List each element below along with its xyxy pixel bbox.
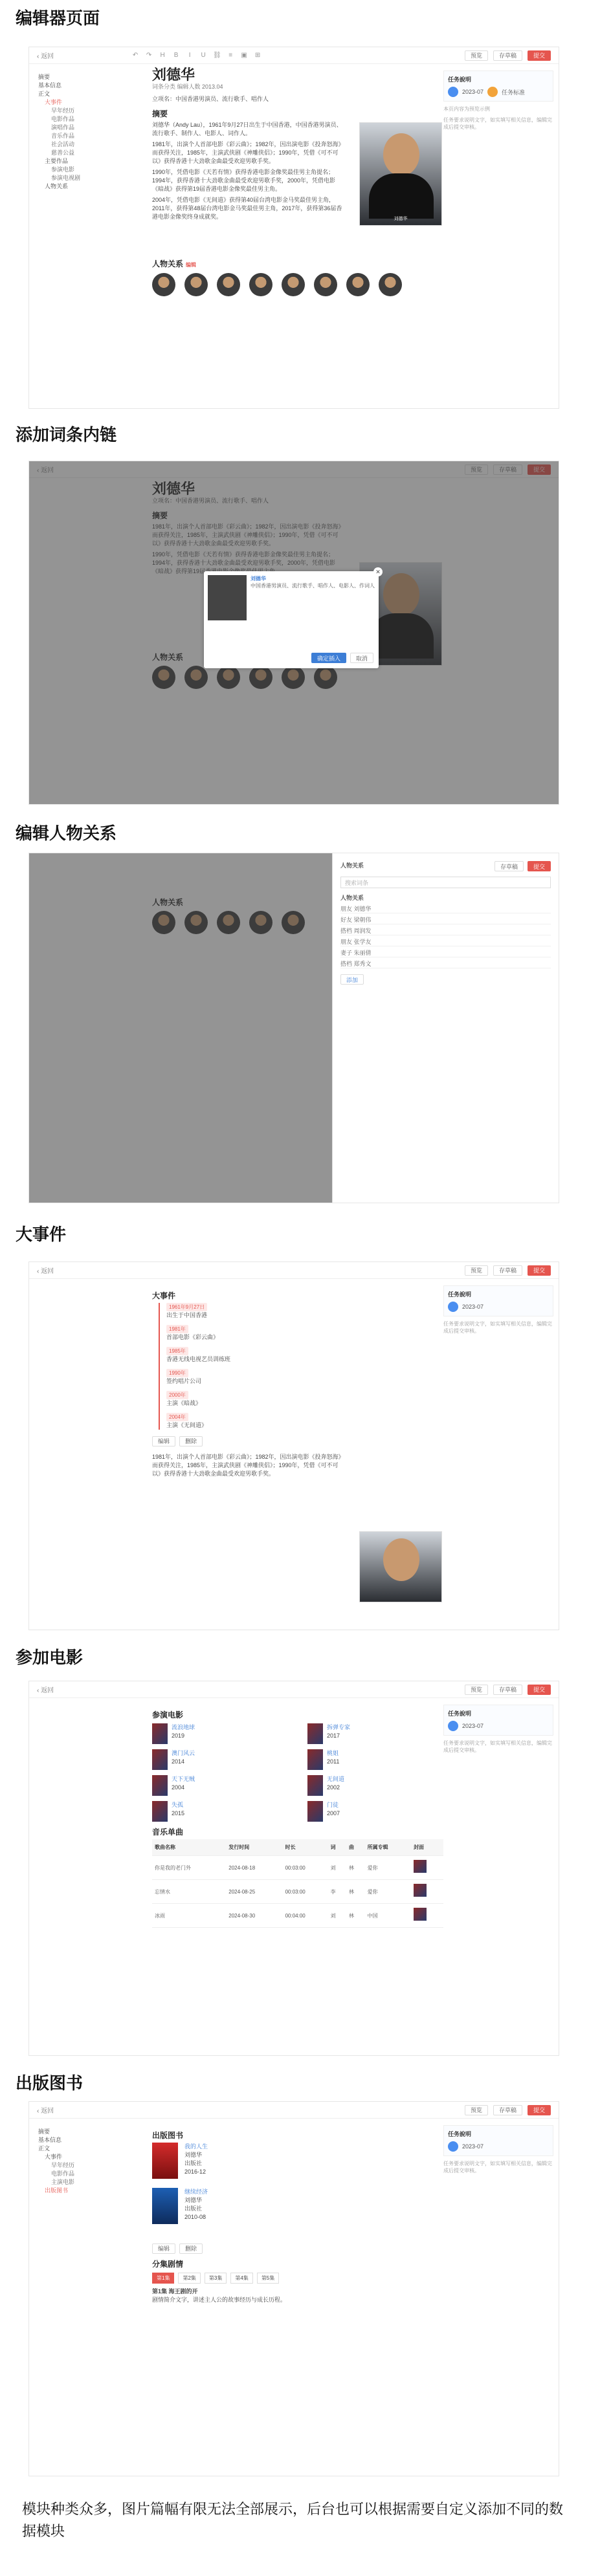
relation-avatar[interactable] [249, 273, 272, 296]
film-card[interactable]: 门徒 2007 [307, 1801, 443, 1822]
table-row[interactable]: 冰雨 2024-08-30 00:04:00 刘 林 中国 [152, 1904, 443, 1928]
save-draft-button[interactable]: 存草稿 [493, 2105, 522, 2115]
bold-icon[interactable]: B [173, 52, 179, 59]
search-input[interactable]: 搜索词条 [340, 877, 551, 888]
episode-tab[interactable]: 第5集 [257, 2273, 279, 2284]
photo-caption: 刘德华 [394, 217, 408, 221]
editor-toolbar [29, 47, 559, 64]
episodes-heading: 分集剧情 [152, 2260, 184, 2269]
submit-button[interactable]: 提交 [528, 50, 551, 61]
preview-button[interactable]: 预览 [465, 50, 488, 61]
calendar-icon [448, 87, 458, 97]
sidebar-item[interactable]: 演唱作品 [51, 124, 75, 131]
event-item[interactable]: 1985年 香港无线电视艺员训练班 [166, 1348, 231, 1362]
films-heading: 参演电影 [152, 1710, 184, 1719]
relations-label: 人物关系 [340, 895, 364, 901]
paragraph[interactable]: 2004年，凭借电影《无间道》获得第40届台湾电影金马奖最佳男主角，2011年，获得第48届台湾电影金马奖最佳男主角，2017年，获得第36届香港电影金像奖终身成就奖。 [152, 197, 342, 220]
link-icon[interactable]: ⛓ [213, 52, 221, 59]
book-card[interactable]: 继续经济 刘德华 出版社 2010-08 [152, 2188, 443, 2224]
sidebar-item[interactable]: 社会活动 [51, 141, 75, 147]
summary-text[interactable]: 刘德华（Andy Lau），1961年9月27日出生于中国香港，中国香港男演员、流行歌手、制作人、电影人、词作人。 [152, 122, 342, 136]
sidebar-item[interactable]: 电影作品 [51, 116, 75, 122]
summary-heading: 摘要 [152, 109, 168, 118]
books-main [152, 2125, 443, 2304]
film-card[interactable]: 澳门风云 2014 [152, 1749, 288, 1770]
relation-avatar[interactable] [346, 273, 370, 296]
event-photo [359, 1531, 442, 1602]
sidebar-item[interactable]: 大事件 [45, 2154, 63, 2160]
save-draft-button[interactable]: 存草稿 [493, 50, 522, 61]
event-item[interactable]: 2000年 主演《暗战》 [166, 1392, 202, 1406]
sidebar-item[interactable]: 主演电影 [51, 2179, 75, 2185]
redo-icon[interactable]: ↷ [146, 52, 152, 59]
film-card[interactable]: 天下无贼 2004 [152, 1775, 288, 1796]
section-title-events: 大事件 [16, 1225, 67, 1244]
back-link[interactable]: ‹ 返回 [37, 1687, 54, 1694]
event-item[interactable]: 2004年 主演《无间道》 [166, 1414, 208, 1428]
relations-screenshot [28, 853, 559, 1203]
sidebar-item[interactable]: 主要作品 [45, 158, 69, 164]
films-main [152, 1705, 443, 1928]
submit-button[interactable]: 提交 [528, 2105, 551, 2115]
section-title-books: 出版图书 [16, 2073, 83, 2093]
link-screenshot [28, 461, 559, 805]
book-card[interactable]: 我的人生 刘德华 出版社 2016-12 [152, 2143, 443, 2179]
sidebar-nav [38, 2128, 103, 2195]
confirm-link-button[interactable]: 确定插入 [311, 653, 346, 663]
undo-icon[interactable]: ↶ [132, 52, 139, 59]
sidebar-item[interactable]: 早年经历 [51, 107, 75, 114]
task-note: 任务要求说明文字，如实填写相关信息，编辑完成后提交审核。 [443, 117, 552, 130]
relation-avatar[interactable] [184, 273, 208, 296]
relation-row[interactable]: 朋友 张学友 [340, 937, 551, 946]
sidebar-item[interactable]: 早年经历 [51, 2162, 75, 2168]
sidebar-nav [38, 73, 103, 191]
link-modal [204, 571, 379, 668]
save-draft-button[interactable]: 存草稿 [493, 1265, 522, 1276]
save-draft-button[interactable]: 存草稿 [495, 861, 524, 871]
preview-button[interactable]: 预览 [465, 1265, 488, 1276]
section-title-editor: 编辑器页面 [16, 8, 100, 28]
relation-avatar[interactable] [282, 273, 305, 296]
film-card[interactable]: 拆弹专家 2017 [307, 1723, 443, 1744]
film-card[interactable]: 无间道 2002 [307, 1775, 443, 1796]
relation-row[interactable]: 搭档 周润发 [340, 926, 551, 935]
heading-icon[interactable]: H [160, 52, 165, 59]
sidebar-item[interactable]: 电影作品 [51, 2170, 75, 2177]
table-row[interactable]: 你是我的老门外 2024-08-18 00:03:00 刘 林 爱你 [152, 1856, 443, 1880]
sidebar-item[interactable]: 慈善公益 [51, 149, 75, 156]
event-item[interactable]: 1990年 签约唱片公司 [166, 1370, 202, 1384]
link-title: 刘德华 [250, 576, 266, 582]
task-note: 本页内容为预览示例 [443, 106, 490, 112]
events-main [152, 1285, 443, 1481]
list-icon[interactable]: ≡ [228, 52, 233, 59]
entry-photo[interactable] [359, 122, 442, 226]
paragraph[interactable]: 1990年，凭借电影《天若有情》获得香港电影金像奖最佳男主角提名；1994年，获得香港十大劲歌金曲最受欢迎男歌手奖，2000年，凭借电影《暗战》获得第19届香港电影金像奖最佳男主角。 [152, 169, 336, 192]
drawer-title: 人物关系 [340, 862, 364, 869]
events-timeline [159, 1303, 443, 1430]
events-screenshot: ‹ 返回 预览 存草稿 提交 大事件 1961年9月27日 出生于中国香港 1981年 首部电影《彩云曲》 1985年 香港无线电视艺员训练班 1990年 签约唱片公司 2000年 主演《暗战》 2004年 主演《无间道》 编辑 删除 1981年，出演个人首部电影《彩云曲》；1982年，因出演电影《投奔怒海》而获得关注，1985年，主演武侠剧《神雕侠侣》；1990年，凭借《可不可以》获得香港十大劲歌金曲最受欢迎男歌手奖。 任务說明 2023-07 任务要求说明文字，如实填写相关信息，编辑完成后提交审核。 [28, 1261, 559, 1630]
submit-button[interactable]: 提交 [528, 1685, 551, 1695]
entry-title[interactable]: 刘德华 [152, 67, 195, 83]
preview-button[interactable]: 预览 [465, 1685, 488, 1695]
episode-text: 剧情简介文字，讲述主人公的故事经历与成长历程。 [152, 2297, 287, 2303]
task-panel [443, 71, 553, 131]
footer-note: 模块种类众多，图片篇幅有限无法全部展示，后台也可以根据需要自定义添加不同的数据模块 [22, 2501, 564, 2539]
relation-avatar[interactable] [152, 273, 175, 296]
relations-heading: 人物关系 编辑 [152, 259, 197, 268]
delete-button[interactable]: 删除 [179, 1436, 203, 1446]
sidebar-item[interactable]: 基本信息 [38, 2137, 62, 2143]
task-title: 任务說明 [448, 2131, 472, 2137]
link-desc: 中国香港男演员、流行歌手、唱作人、电影人、作词人 [250, 583, 375, 589]
close-icon[interactable]: ✕ [373, 567, 383, 576]
task-box [443, 71, 553, 102]
back-link[interactable]: ‹ 返回 [37, 2108, 54, 2115]
relation-row[interactable]: 朋友 刘德华 [340, 904, 551, 913]
modal-overlay [29, 853, 332, 1203]
books-heading: 出版图书 [152, 2131, 184, 2140]
section-title-relations: 编辑人物关系 [16, 824, 117, 843]
relations-drawer [332, 853, 559, 1203]
sidebar-item[interactable]: 大事件 [45, 99, 63, 105]
sidebar-item[interactable]: 人物关系 [45, 183, 69, 190]
films-screenshot: ‹ 返回 预览 存草稿 提交 参演电影 流浪地球 2019 拆弹专家 2017 澳门风云 2014 桃姐 2011 天下无贼 2004 无间道 2002 失孤 2015 门徒 2007 音乐单曲 歌曲名称 发行时间 时长 词 曲 所属专辑 封面 你是我的老门外 2024-08-18 00:03:00 刘 林 爱你 忘情水 2024-08-25 00:03:00 李 林 爱你 冰雨 2024-08-30 00:04:00 刘 林 中国 任务說明 2023-07 任务要求说明文字，如实填写相关信息，编辑完成后提交审核。 [28, 1681, 559, 2056]
books-screenshot: ‹ 返回 预览 存草稿 提交 出版图书 我的人生 刘德华 出版社 2016-12 继续经济 刘德华 出版社 2010-08 编辑 删除 分集剧情 第1集 第2集 第3集 第4集 第5集 第1集 海王剧的开 剧情简介文字，讲述主人公的故事经历与成长历程。 摘要 基本信息 正文 大事件 早年经历 电影作品 主演电影 出版图书 任务說明 2023-07 任务要求说明文字，如实填写相关信息，编辑完成后提交审核。 [28, 2101, 559, 2476]
format-tools [131, 52, 261, 59]
relation-avatar[interactable] [314, 273, 337, 296]
films-grid [152, 1723, 443, 1822]
back-link[interactable]: ‹ 返回 [37, 53, 54, 60]
songs-table: 歌曲名称 发行时间 时长 词 曲 所属专辑 封面 你是我的老门外 2024-08-18 00:03:00 刘 林 爱你 忘情水 2024-08-25 00:03:00 李 林 爱你 冰雨 2024-08-30 00:04:00 刘 林 中国 [152, 1839, 443, 1928]
section-title-films: 参加电影 [16, 1648, 83, 1667]
relation-avatar[interactable] [217, 273, 240, 296]
relation-row[interactable]: 妻子 朱丽倩 [340, 948, 551, 957]
episode-heading: 第1集 海王剧的开 [152, 2288, 198, 2295]
sidebar-item[interactable]: 正文 [38, 2145, 50, 2152]
underline-icon[interactable]: U [201, 52, 206, 59]
back-link[interactable]: ‹ 返回 [37, 1268, 54, 1275]
task-title: 任务說明 [448, 76, 472, 83]
calendar-icon [448, 1302, 458, 1312]
episode-tab[interactable]: 第3集 [205, 2273, 227, 2284]
edit-button[interactable]: 编辑 [152, 2243, 175, 2254]
sidebar-item[interactable]: 摘要 [38, 2128, 50, 2135]
task-standard: 任务标准 [502, 89, 526, 96]
submit-button[interactable]: 提交 [528, 1265, 551, 1276]
episode-tab[interactable]: 第2集 [178, 2273, 200, 2284]
film-card[interactable]: 流浪地球 2019 [152, 1723, 288, 1744]
task-title: 任务說明 [448, 1291, 472, 1298]
add-relation-button[interactable]: 添加 [340, 974, 364, 985]
sidebar-item[interactable]: 正文 [38, 91, 50, 97]
sidebar-item[interactable]: 出版图书 [45, 2187, 69, 2194]
sidebar-item[interactable]: 基本信息 [38, 82, 62, 89]
relation-row[interactable]: 搭档 郑秀文 [340, 959, 551, 968]
paragraph[interactable]: 1981年，出演个人首部电影《彩云曲》；1982年，因出演电影《投奔怒海》而获得关注，1985年，主演武侠剧《神雕侠侣》；1990年，凭借《可不可以》获得香港十大劲歌金曲最受欢迎男歌手奖。 [152, 141, 344, 164]
table-icon[interactable]: ⊞ [254, 52, 261, 59]
event-item[interactable]: 1961年9月27日 出生于中国香港 [166, 1304, 208, 1318]
episode-tabs [152, 2273, 443, 2284]
songs-heading: 音乐单曲 [152, 1828, 184, 1837]
sidebar-item[interactable]: 参演电影 [51, 166, 75, 173]
flag-icon [487, 87, 498, 97]
delete-button[interactable]: 删除 [179, 2243, 203, 2254]
submit-button[interactable]: 提交 [528, 861, 551, 871]
italic-icon[interactable]: I [188, 52, 191, 59]
save-draft-button[interactable]: 存草稿 [493, 1685, 522, 1695]
table-row[interactable]: 忘情水 2024-08-25 00:03:00 李 林 爱你 [152, 1880, 443, 1904]
sidebar-item[interactable]: 参演电视剧 [51, 175, 81, 181]
sidebar-item[interactable]: 摘要 [38, 74, 50, 80]
film-card[interactable]: 失孤 2015 [152, 1801, 288, 1822]
relations-avatars [152, 273, 443, 296]
episode-tab[interactable]: 第4集 [230, 2273, 252, 2284]
section-title-link: 添加词条内链 [16, 425, 117, 444]
task-title: 任务說明 [448, 1710, 472, 1717]
preview-button[interactable]: 预览 [465, 2105, 488, 2115]
sidebar-item[interactable]: 音乐作品 [51, 133, 75, 139]
edit-button[interactable]: 编辑 [152, 1436, 175, 1446]
paragraph: 1981年，出演个人首部电影《彩云曲》；1982年，因出演电影《投奔怒海》而获得关注，1985年，主演武侠剧《神雕侠侣》；1990年，凭借《可不可以》获得香港十大劲歌金曲最受欢迎男歌手奖。 [152, 1454, 344, 1477]
task-date: 2023-07 [462, 89, 484, 95]
relation-avatar[interactable] [379, 273, 402, 296]
link-thumbnail [208, 575, 247, 620]
entry-identity: 立项名：中国香港男演员、流行歌手、唱作人 [152, 96, 269, 102]
edit-relations-link[interactable]: 编辑 [186, 262, 197, 268]
editor-screenshot [28, 47, 559, 409]
editor-main [152, 67, 443, 296]
episode-tab[interactable]: 第1集 [152, 2273, 174, 2284]
image-icon[interactable]: ▣ [241, 52, 247, 59]
relation-row[interactable]: 好友 梁朝伟 [340, 915, 551, 924]
events-heading: 大事件 [152, 1291, 176, 1300]
cancel-link-button[interactable]: 取消 [350, 653, 373, 663]
task-note: 任务要求说明文字，如实填写相关信息，编辑完成后提交审核。 [443, 1321, 552, 1334]
event-item[interactable]: 1981年 首部电影《彩云曲》 [166, 1326, 219, 1340]
film-card[interactable]: 桃姐 2011 [307, 1749, 443, 1770]
entry-meta: 词条分类 编辑人数 2013.04 [152, 83, 223, 90]
